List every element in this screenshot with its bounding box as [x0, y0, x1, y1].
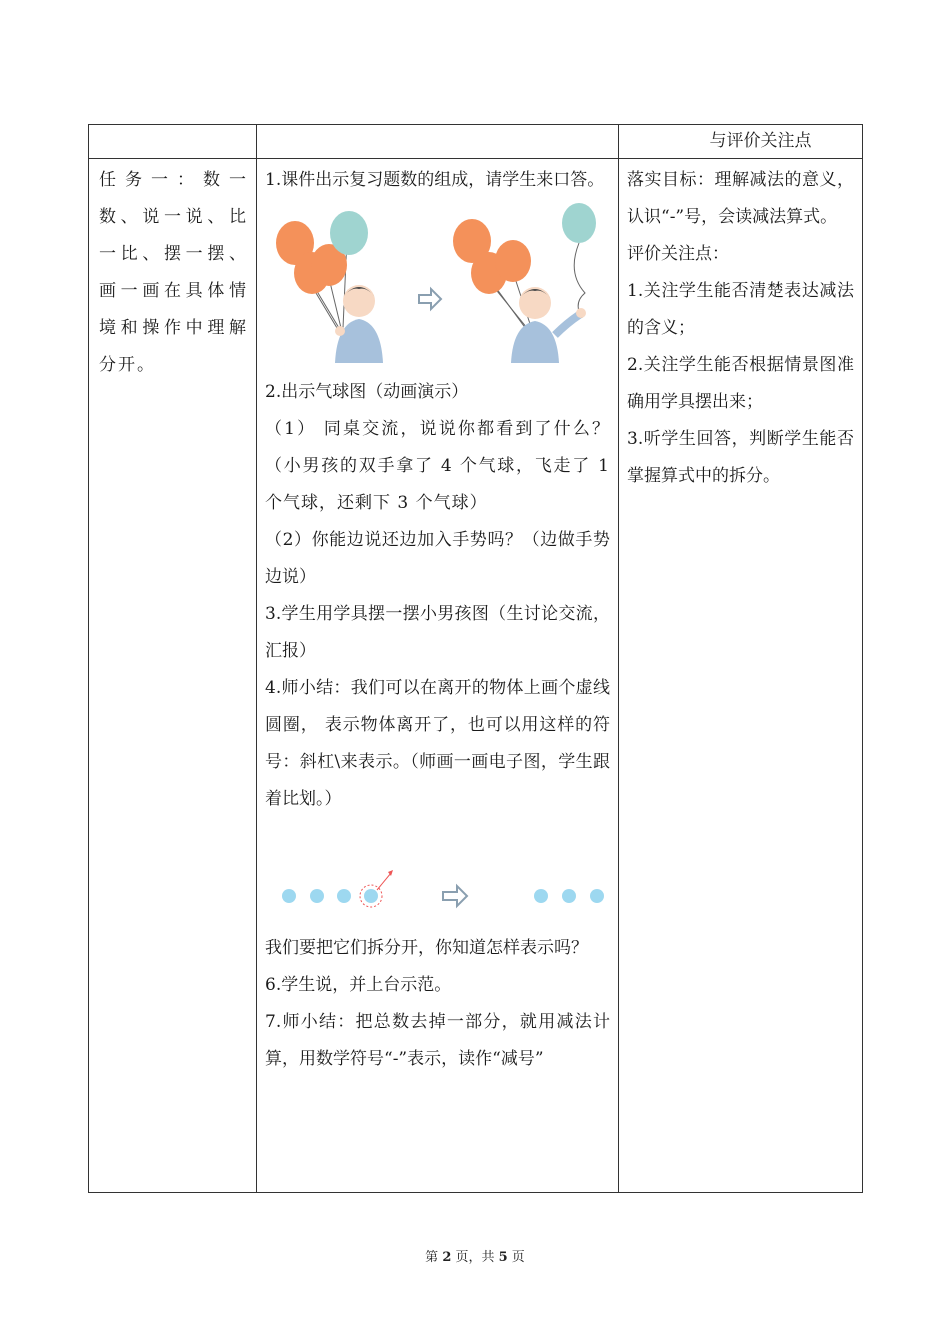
table-body-row [89, 159, 863, 1193]
activity-step-2-1: （1） 同桌交流，说说你都看到了什么？ （小男孩的双手拿了 4 个气球，飞走了 1 个气球，还剩下 3 个气球） [265, 419, 610, 513]
activity-step-2: 2.出示气球图（动画演示） [265, 382, 469, 402]
activity-step-4: 4.师小结：我们可以在离开的物体上画个虚线圆圈， 表示物体离开了，也可以用这样的符号：斜杠\来表示。（师画一画电子图，学生跟着比划。） [265, 678, 610, 809]
task-cell [89, 159, 257, 1193]
boy-with-three-balloons-icon [453, 203, 596, 363]
evaluation-goal: 落实目标：理解减法的意义，认识“-”号，会读减法算式。 [627, 170, 854, 227]
four-dots-icon [282, 870, 393, 907]
activity-step-7: 7.师小结：把总数去掉一部分，就用减法计算，用数学符号“-”表示，读作“减号” [265, 1012, 610, 1069]
header-cell-3 [619, 125, 863, 159]
evaluation-point-2: 2.关注学生能否根据情景图准确用学具摆出来； [627, 355, 854, 412]
right-arrow-icon [443, 886, 467, 906]
task-text: 任务一：数一数、说一说、比一比、摆一摆、画一画在具体情境和操作中理解分开。 [99, 170, 248, 375]
evaluation-point-3: 3.听学生回答，判断学生能否掌握算式中的拆分。 [627, 429, 854, 486]
evaluation-point-1: 1.关注学生能否清楚表达减法的含义； [627, 281, 854, 338]
activity-step-1: 1.课件出示复习题数的组成，请学生来口答。 [265, 170, 605, 190]
dots-illustration [267, 818, 607, 930]
right-arrow-icon [419, 289, 441, 309]
activity-step-3: 3.学生用学具摆一摆小男孩图（生讨论交流，汇报） [265, 604, 610, 661]
table-header-row [89, 125, 863, 159]
activity-cell [257, 159, 619, 1193]
balloon-illustration [267, 203, 607, 368]
header-label: 与评价关注点 [709, 131, 812, 151]
header-cell-1 [89, 125, 257, 159]
activity-step-6: 6.学生说，并上台示范。 [265, 975, 452, 995]
evaluation-cell [619, 159, 863, 1193]
total-page-count: 5 [498, 1250, 508, 1265]
boy-with-four-balloons-icon [276, 211, 383, 363]
activity-question: 我们要把它们拆分开，你知道怎样表示吗？ [265, 938, 588, 958]
activity-step-2-2: （2）你能边说还边加入手势吗？（边做手势边说） [265, 530, 610, 587]
page-footer: 第 2 页，共 5 页 [425, 1250, 525, 1265]
three-dots-icon [534, 889, 604, 903]
header-cell-2 [257, 125, 619, 159]
current-page-number: 2 [442, 1250, 452, 1265]
lesson-table [88, 124, 863, 1193]
evaluation-heading: 评价关注点： [627, 244, 729, 264]
